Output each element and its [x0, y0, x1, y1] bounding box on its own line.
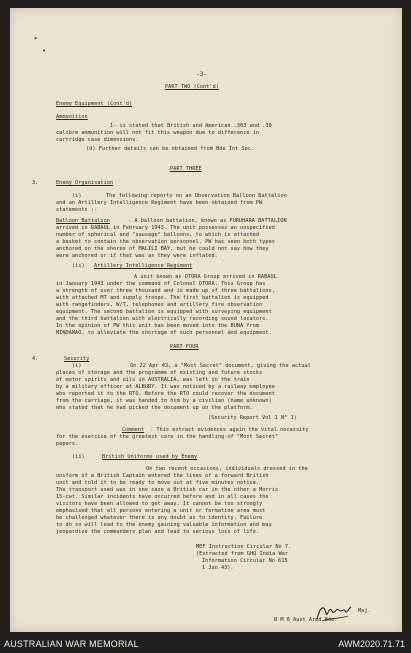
source-line: Information Circular No 615 — [202, 558, 288, 564]
paragraph-line: 15-cwt. Similar incidents have occurred before and in all cases the — [56, 494, 269, 500]
reference-note: (Security Report Vol 1 N° 1) — [208, 415, 297, 421]
document-page — [10, 8, 402, 632]
paragraph-line: who stated that he had picked the document up on the platform. — [56, 405, 253, 411]
paragraph-line: with attached MT and supply troops. The first battalion is equipped — [56, 295, 269, 301]
paragraph-line: In the opinion of PW this unit has been moved into the BUNA from — [56, 323, 260, 329]
paragraph-line: from the carriage, it was handed to him by a civilian (name unknown) — [56, 398, 272, 404]
paragraph-line: emphasised that all persons entering a unit or formation area must — [56, 508, 266, 514]
paragraph-line: for the exercise of the greatest care in the handling of "Most Secret" — [56, 434, 279, 440]
paragraph-line: and the third battalion with electrically recording sound locators. — [56, 316, 269, 322]
subsection-heading: Artillery Intelligence Regiment — [94, 263, 193, 269]
archive-reference: AWM2020.71.71 — [338, 639, 405, 649]
paragraph-line: equipment. The second battalion is equipped with surveying equipment — [56, 309, 272, 315]
paragraph-line: anchored on the shores of MALILI BAY, but he could not say how they — [56, 246, 269, 252]
paragraph-line: uniform of a British Captain entered the lines of a forward British — [56, 473, 269, 479]
source-line: MEF Instruction Circular No 7. — [196, 544, 292, 550]
paragraph-line: who reported it to the RTO. Before the RTO could recover the document — [56, 391, 275, 397]
paragraph-line: The following reports on an Observation Balloon Battalion — [106, 193, 287, 199]
page-number: -3- — [196, 71, 207, 78]
paragraph-line: On two recent occasions, individuals dressed in the — [146, 466, 308, 472]
section-number: 4. — [32, 356, 39, 362]
paragraph-line: a strength of over three thousand and is made up of three battalions, — [56, 288, 275, 294]
punch-mark: • — [42, 47, 47, 55]
punch-mark: ▸ — [34, 34, 39, 42]
section-heading: Enemy Organisation — [56, 180, 114, 186]
paragraph-line: unit and told it to be ready to move out at five minutes notice. — [56, 480, 260, 486]
paragraph-line: On 22 Apr 43, a "Most Secret" document, giving the actual — [130, 363, 311, 369]
paragraph-line: of motor spirits and oils in AUSTRALIA, was left in the train — [56, 377, 250, 383]
part-two-header: PART TWO (Cont'd) — [165, 84, 219, 90]
paragraph-line: visitors have been allowed to get away. It cannot be too strongly — [56, 501, 263, 507]
paragraph-line: - This extract evidences again the vital necessity — [150, 427, 309, 433]
paragraph-line: arrived in RABAUL in February 1943. The unit possesses an unspecified — [56, 225, 275, 231]
paragraph-line: be challenged whatever there is any doubt as to identity. Failure — [56, 515, 263, 521]
paragraph-line: number of spherical and "sausage" balloons, to which is attached — [56, 232, 260, 238]
signature-rank: Maj. — [358, 608, 371, 614]
paragraph-line: jeopardize the commanders plan and lead to serious loss of life. — [56, 529, 260, 535]
archive-name: AUSTRALIAN WAR MEMORIAL — [4, 639, 139, 649]
comment-label: Comment — [122, 427, 145, 433]
paragraph-line: to do so will lead to the enemy gaining valuable information and may — [56, 522, 272, 528]
paragraph-line: in January 1943 under the command of Colonel OTORA. This Group has — [56, 281, 266, 287]
section-number: 3. — [32, 180, 39, 186]
item-number: (i) — [72, 363, 82, 369]
paragraph-line: places of storage and the programme of existing and future stocks — [56, 370, 263, 376]
section-heading: Security — [64, 356, 90, 362]
source-line: 1 Jan 43). — [202, 565, 234, 571]
signature-unit: B M 8 Aust Armd Bde. — [274, 617, 338, 623]
paragraph-line: papers. — [56, 441, 79, 447]
paragraph-line: by a military officer at ALBURY. It was noticed by a railway employee — [56, 384, 275, 390]
paragraph-line: cartridge case dimensions. — [56, 137, 139, 143]
subsection-heading: British Uniforms used by Enemy — [102, 454, 198, 460]
item-number: (ii) — [72, 454, 85, 460]
paragraph-line: and an Artillery Intelligence Regiment have been obtained from PW — [56, 200, 263, 206]
paragraph-line: with rangefinders, W/T, telephones and artillery fire observation — [56, 302, 263, 308]
item-number: (ii) — [72, 263, 85, 269]
part-three-header: PART THREE — [170, 166, 202, 172]
paragraph-line: statements :- — [56, 207, 98, 213]
paragraph-line: were anchored or if that was as they were inflated. — [56, 253, 218, 259]
subsection-heading: Ammunition — [56, 114, 88, 120]
paragraph-line: MINDANAO, to alleviate the shortage of such personnel and equipment. — [56, 330, 272, 336]
source-line: (Extracted from GHQ India War — [196, 551, 289, 557]
subsection-heading: Balloon Battalion — [56, 218, 110, 224]
section-heading: Enemy Equipment (Cont'd) — [56, 101, 133, 107]
paragraph-line: calibre ammunition will not fit this weapon due to difference in — [56, 130, 260, 136]
paragraph-line: The transport used was in one case a British car in the other a Morris — [56, 487, 279, 493]
archive-footer — [0, 634, 411, 653]
paragraph-line: (d) Further details can be obtained from Bde Int Sec. — [86, 146, 255, 152]
paragraph-line: A unit known as OTORA Group arrived in RABAUL — [134, 274, 277, 280]
item-number: (i) — [72, 193, 82, 199]
paragraph-line: - A balloon battalion, known as FURUHARA BATTALION — [128, 218, 287, 224]
paragraph-line: 1- is stated that British and American .303 and .30 — [110, 123, 272, 129]
paragraph-line: a basket to contain the observation personnel. PW has seen both types — [56, 239, 275, 245]
part-four-header: PART FOUR — [170, 344, 199, 350]
